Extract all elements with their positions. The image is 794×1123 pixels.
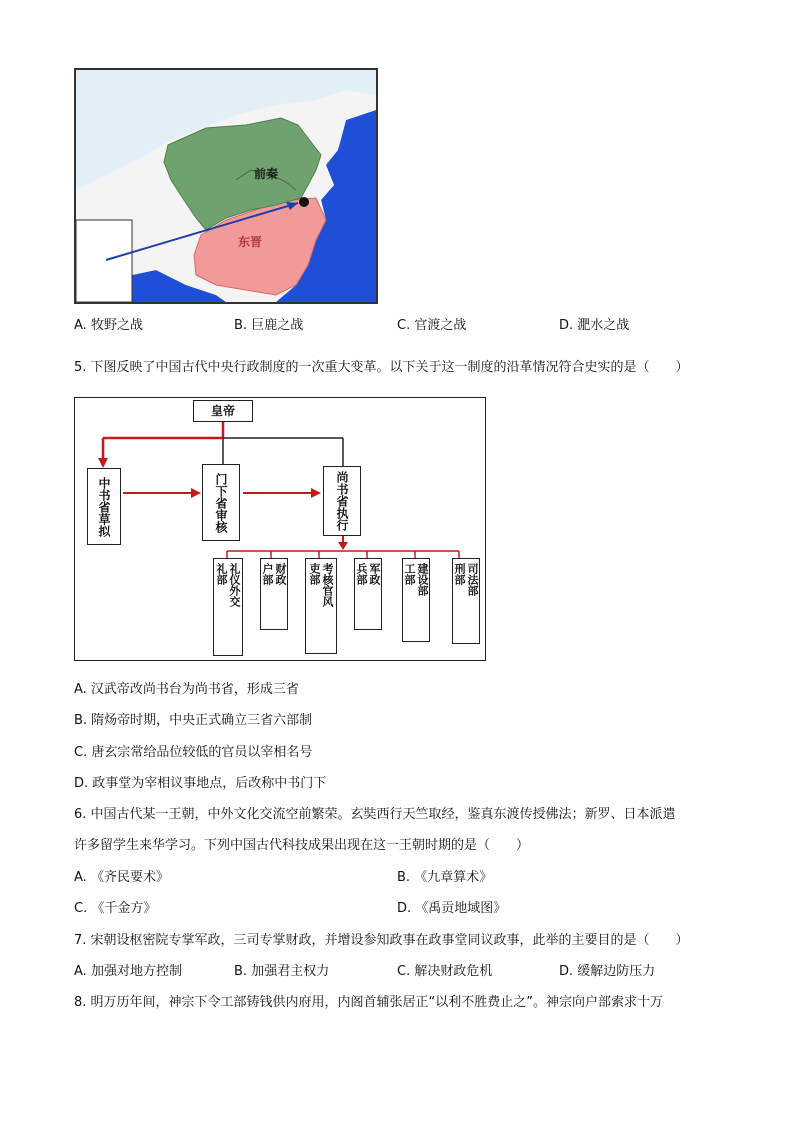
q5-option-d[interactable]: D. 政事堂为宰相议事地点，后改称中书门下	[74, 776, 327, 791]
dept-hu-duty: 财政	[274, 563, 287, 585]
q7-option-a[interactable]	[74, 963, 182, 981]
q6-option-b-text: 《九章算术》	[414, 870, 493, 885]
q8-stem: 8. 明万历年间，神宗下令工部铸钱供内府用，内阁首辅张居正“以利不胜费止之”。神宗向户部索求十万	[74, 995, 664, 1010]
q6-option-a-text: 《齐民要术》	[90, 870, 169, 885]
q5-option-c[interactable]: C. 唐玄宗常给品位较低的官员以宰相名号	[74, 745, 313, 760]
q7-option-a-letter: A.	[74, 964, 87, 979]
q7-option-d-letter: D.	[559, 964, 574, 979]
dept-libu-box	[305, 558, 337, 654]
map-figure	[74, 68, 378, 304]
label-qianqin: 前秦	[254, 167, 279, 181]
q4-option-c[interactable]	[397, 317, 466, 335]
q6-option-c-text: 《千金方》	[91, 901, 157, 916]
menxia-box	[202, 464, 240, 541]
q5-diagram	[74, 397, 486, 661]
q6-option-b[interactable]	[397, 869, 492, 887]
q4-option-b-text: 巨鹿之战	[251, 318, 304, 333]
q4-option-a-letter: A.	[74, 318, 87, 333]
q6-stem-line2: 许多留学生来华学习。下列中国古代科技成果出现在这一王朝时期的是（ ）	[74, 838, 530, 853]
q6-option-d[interactable]	[397, 900, 506, 918]
q4-option-b-letter: B.	[234, 318, 248, 333]
dept-li-box	[213, 558, 243, 656]
q7-option-c-text: 解决财政危机	[414, 964, 493, 979]
shangshu-box	[323, 466, 361, 536]
zhongshu-box	[87, 468, 121, 545]
dept-libu-name: 吏部	[308, 563, 321, 585]
emperor-box	[193, 400, 253, 422]
emperor-label: 皇帝	[210, 404, 235, 418]
dept-bing-name: 兵部	[355, 563, 368, 585]
dept-xing-box	[452, 558, 480, 644]
q6-option-a[interactable]	[74, 869, 169, 887]
q6-option-a-letter: A.	[74, 870, 87, 885]
map-legend-box	[76, 220, 132, 302]
q4-option-d-letter: D.	[559, 318, 574, 333]
q7-option-a-text: 加强对地方控制	[90, 964, 182, 979]
dept-xing-name: 刑部	[453, 563, 466, 585]
q4-option-c-text: 官渡之战	[414, 318, 467, 333]
dept-gong-box	[402, 558, 430, 642]
q7-option-c-letter: C.	[397, 964, 411, 979]
q6-stem-line1: 6. 中国古代某一王朝，中外文化交流空前繁荣。玄奘西行天竺取经，鉴真东渡传授佛法；新罗、日本派遣	[74, 807, 676, 822]
q5-option-a[interactable]: A. 汉武帝改尚书台为尚书省，形成三省	[74, 682, 299, 697]
dept-gong-duty: 建设部	[416, 563, 429, 596]
dept-li-name: 礼部	[215, 563, 228, 585]
q5-stem: 5. 下图反映了中国古代中央行政制度的一次重大变革。以下关于这一制度的沿革情况符合史实的是（ ）	[74, 360, 689, 375]
dept-hu-name: 户部	[261, 563, 274, 585]
zhongshu-label: 中书省草拟	[97, 476, 111, 537]
q4-option-c-letter: C.	[397, 318, 411, 333]
q4-option-a[interactable]	[74, 317, 143, 335]
dept-bing-box	[354, 558, 382, 630]
battle-site-dot	[299, 197, 309, 207]
label-dongjin: 东晋	[238, 235, 263, 249]
q6-option-b-letter: B.	[397, 870, 411, 885]
q7-option-d[interactable]	[559, 963, 655, 981]
q4-option-a-text: 牧野之战	[90, 318, 143, 333]
dept-xing-duty: 司法部	[466, 563, 479, 596]
q5-option-b[interactable]: B. 隋炀帝时期，中央正式确立三省六部制	[74, 713, 313, 728]
q7-option-b-letter: B.	[234, 964, 248, 979]
q7-option-b[interactable]	[234, 963, 329, 981]
q6-option-d-text: 《禹贡地域图》	[415, 901, 507, 916]
map-svg	[76, 70, 376, 302]
q4-option-b[interactable]	[234, 317, 303, 335]
menxia-label: 门下省审核	[214, 472, 228, 533]
dept-libu-duty: 考核官风	[321, 563, 334, 607]
q6-option-c-letter: C.	[74, 901, 88, 916]
q7-option-b-text: 加强君主权力	[251, 964, 330, 979]
q7-option-d-text: 缓解边防压力	[577, 964, 656, 979]
q6-option-c[interactable]	[74, 900, 156, 918]
q7-stem: 7. 宋朝设枢密院专掌军政，三司专掌财政，并增设参知政事在政事堂同议政事，此举的主要目的是（ ）	[74, 933, 689, 948]
q6-option-d-letter: D.	[397, 901, 412, 916]
dept-gong-name: 工部	[403, 563, 416, 585]
dept-li-duty: 礼仪外交	[228, 563, 241, 607]
shangshu-label: 尚书省执行	[335, 471, 349, 531]
q4-option-d[interactable]	[559, 317, 629, 335]
dept-hu-box	[260, 558, 288, 630]
q7-option-c[interactable]	[397, 963, 492, 981]
q4-option-d-text: 淝水之战	[577, 318, 630, 333]
dept-bing-duty: 军政	[368, 563, 381, 585]
